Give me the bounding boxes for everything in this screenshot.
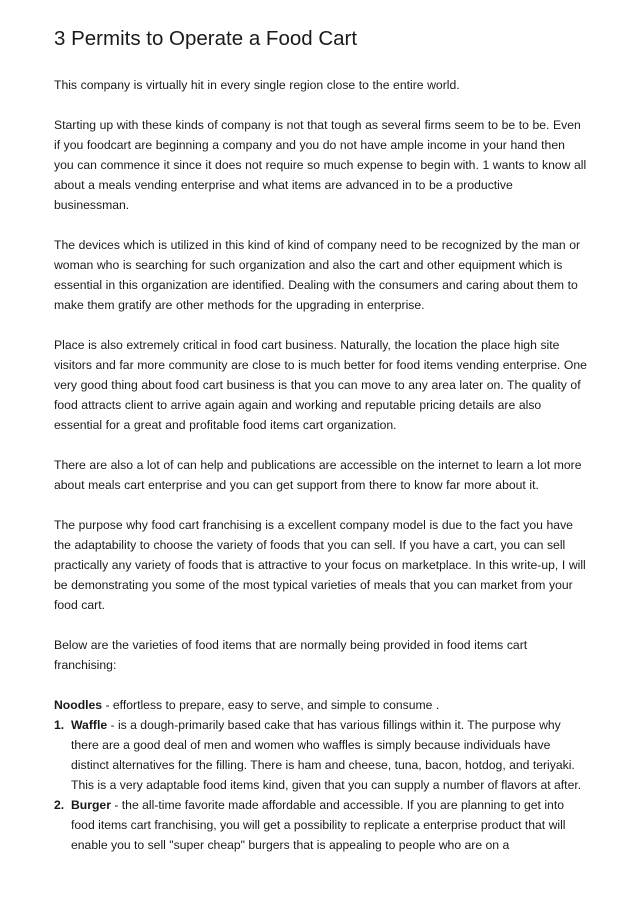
- paragraph-franchising: The purpose why food cart franchising is a excellent company model is due to the fact you have the adaptability to choose the variety of foods that you can sell. If you have a cart, you can sell practically any variety of foods that is attractive to your focus on marketplace. In this write-up, I will be demonstrating you some of the most typical varieties of meals that you can market from your food cart.: [54, 518, 586, 612]
- list-item-waffle: [54, 715, 588, 795]
- list-item-text: - effortless to prepare, easy to serve, and simple to consume .: [102, 698, 440, 712]
- list-item-noodles: [54, 695, 588, 715]
- paragraph-starting-up: Starting up with these kinds of company is not that tough as several firms seem to be to be. Even if you foodcart are beginning a company and you do not have ample income in your hand then you can commence it since it does not require so much expense to begin with. 1 wants to know all about a meals vending enterprise and what items are advanced in to be a productive businessman.: [54, 118, 587, 212]
- paragraph-varieties-intro: Below are the varieties of food items that are normally being provided in food items cart franchising:: [54, 638, 528, 672]
- paragraph-publications: There are also a lot of can help and publications are accessible on the internet to learn a lot more about meals cart enterprise and you can get support from there to know far more about it.: [54, 458, 582, 492]
- list-item-text: - the all-time favorite made affordable and accessible. If you are planning to get into food items cart franchising, you will get a possibility to replicate a enterprise product that will enable you to sell "super cheap" burgers that is appealing to people who are on a: [71, 798, 566, 852]
- paragraph-place: Place is also extremely critical in food cart business. Naturally, the location the place high site visitors and far more community are close to is much better for food items vending enterprise. One very good thing about food cart business is that you can move to any area later on. The quality of food attracts client to arrive again again and working and reputable pricing details are also essential for a great and profitable food items cart organization.: [54, 338, 587, 432]
- document-page: [54, 24, 588, 855]
- list-item-number: 2.: [54, 798, 65, 812]
- list-item-term: Noodles: [54, 698, 103, 712]
- paragraph-intro: This company is virtually hit in every single region close to the entire world.: [54, 78, 460, 92]
- food-varieties-list: [54, 695, 588, 855]
- list-item-term: Waffle: [71, 718, 108, 732]
- document-title: 3 Permits to Operate a Food Cart: [54, 27, 358, 50]
- list-item-text: - is a dough-primarily based cake that has various fillings within it. The purpose why there are a good deal of men and women who waffles is simply because individuals have distinct alternatives for the filling. There is ham and cheese, tuna, bacon, hotdog, and teriyaki. This is a very adaptable food items kind, given that you can supply a number of flavors at after.: [71, 718, 582, 792]
- list-item-number: 1.: [54, 718, 65, 732]
- paragraph-devices: The devices which is utilized in this kind of kind of company need to be recognized by the man or woman who is searching for such organization and also the cart and other equipment which is essential in this organization are identified. Dealing with the consumers and caring about them to make them gratify are other methods for the upgrading in enterprise.: [54, 238, 581, 312]
- list-item-burger: [54, 795, 588, 855]
- list-item-term: Burger: [71, 798, 111, 812]
